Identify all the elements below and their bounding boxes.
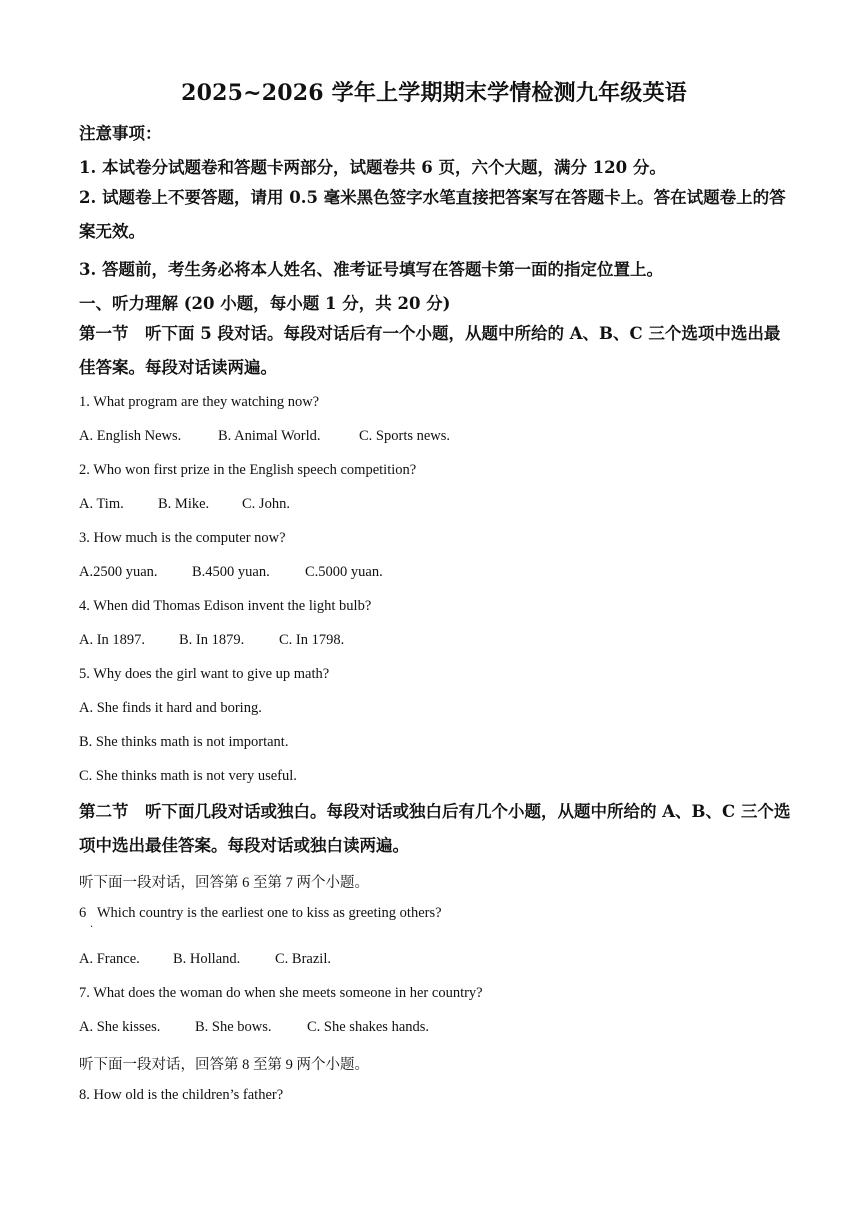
page-title: 2025~2026 学年上学期期末学情检测九年级英语 <box>181 80 687 106</box>
notice-item-2: 2. 试题卷上不要答题，请用 0.5 毫米黑色签字水笔直接把答案写在答题卡上。答在试题卷上的答案无效。 <box>79 188 786 241</box>
question-4: 4. When did Thomas Edison invent the light bulb? <box>79 598 372 614</box>
option-c: C. Sports news. <box>359 428 451 444</box>
question-2-options <box>79 496 290 513</box>
question-4-options <box>79 632 344 649</box>
question-6: 6 Which country is the earliest one to kiss as greeting others? <box>79 905 442 921</box>
question-7: 7. What does the woman do when she meets someone in her country? <box>79 985 483 1001</box>
option-c: C. She shakes hands. <box>307 1019 430 1035</box>
option-a: A.2500 yuan. <box>79 564 158 580</box>
option-c: C. In 1798. <box>279 632 345 648</box>
option-a: A. She kisses. <box>79 1019 161 1035</box>
option-a: A. Tim. <box>79 496 124 512</box>
stray-mark: · <box>90 922 94 933</box>
option-a: A. In 1897. <box>79 632 146 648</box>
question-2: 2. Who won first prize in the English speech competition? <box>79 462 417 478</box>
question-1-options <box>79 428 450 445</box>
section1-heading: 一、听力理解 (20 小题，每小题 1 分，共 20 分) <box>79 294 451 313</box>
notice-item-3: 3. 答题前，考生务必将本人姓名、准考证号填写在答题卡第一面的指定位置上。 <box>79 260 663 279</box>
section1-part1-instruction: 第一节 听下面 5 段对话。每段对话后有一个小题，从题中所给的 A、B、C 三个选项中选出最佳答案。每段对话读两遍。 <box>79 324 781 377</box>
question-1: 1. What program are they watching now? <box>79 394 320 410</box>
option-c: C. John. <box>242 496 290 512</box>
question-8: 8. How old is the children’s father? <box>79 1087 284 1103</box>
question-6-options <box>79 951 331 968</box>
option-b: B.4500 yuan. <box>192 564 270 580</box>
question-5-option-b: B. She thinks math is not important. <box>79 734 289 750</box>
section1-part2-instruction: 第二节 听下面几段对话或独白。每段对话或独白后有几个小题，从题中所给的 A、B、C 三个选项中选出最佳答案。每段对话或独白读两遍。 <box>79 802 791 855</box>
instruction-q6-q7: 听下面一段对话，回答第 6 至第 7 两个小题。 <box>79 875 369 891</box>
notice-heading: 注意事项： <box>79 124 162 143</box>
option-b: B. She bows. <box>195 1019 272 1035</box>
question-3-options <box>79 564 383 581</box>
option-b: B. Holland. <box>173 951 241 967</box>
question-5-option-a: A. She finds it hard and boring. <box>79 700 262 716</box>
option-b: B. Animal World. <box>218 428 321 444</box>
option-a: A. France. <box>79 951 140 967</box>
question-7-options <box>79 1019 429 1036</box>
question-3: 3. How much is the computer now? <box>79 530 286 546</box>
question-5: 5. Why does the girl want to give up math? <box>79 666 330 682</box>
option-c: C. Brazil. <box>275 951 331 967</box>
option-b: B. In 1879. <box>179 632 245 648</box>
notice-item-1: 1. 本试卷分试题卷和答题卡两部分，试题卷共 6 页，六个大题，满分 120 分。 <box>79 158 666 177</box>
option-c: C.5000 yuan. <box>305 564 383 580</box>
question-5-option-c: C. She thinks math is not very useful. <box>79 768 297 784</box>
instruction-q8-q9: 听下面一段对话，回答第 8 至第 9 两个小题。 <box>79 1057 369 1073</box>
option-b: B. Mike. <box>158 496 210 512</box>
option-a: A. English News. <box>79 428 182 444</box>
